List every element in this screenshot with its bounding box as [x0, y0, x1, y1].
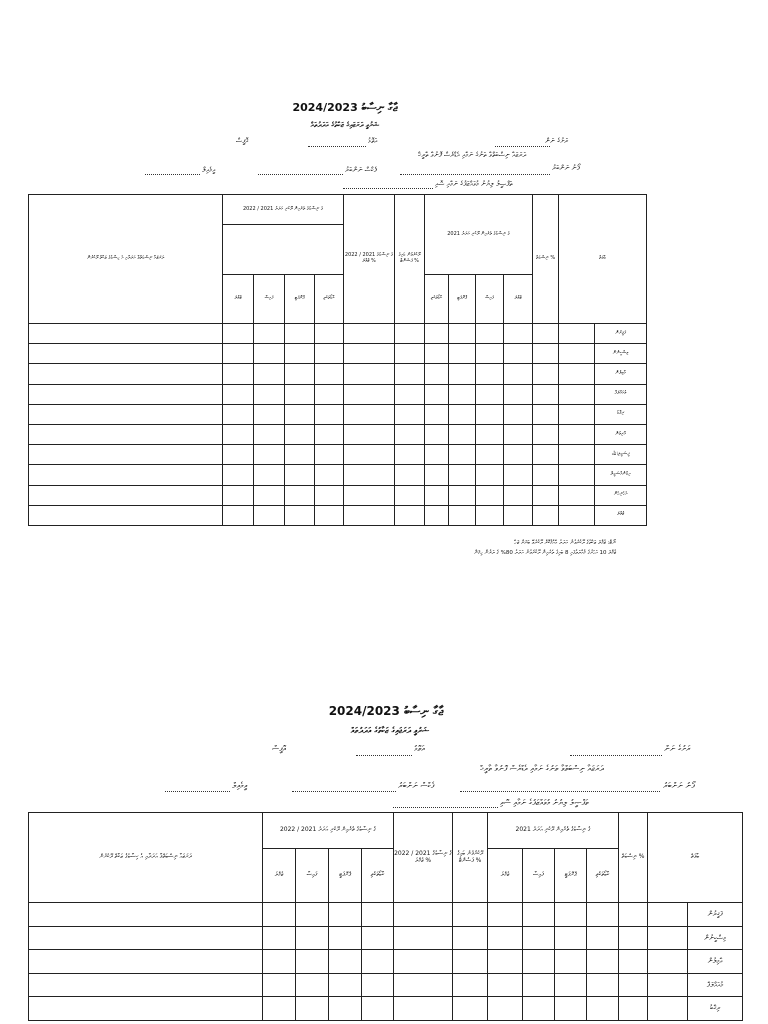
table-cell[interactable]: [453, 973, 488, 997]
table-cell[interactable]: [223, 505, 254, 525]
table-cell[interactable]: [285, 445, 315, 465]
table-cell[interactable]: [449, 445, 476, 465]
island-input[interactable]: [495, 146, 550, 147]
table-cell[interactable]: [315, 324, 344, 344]
table-cell[interactable]: [504, 505, 533, 525]
table-cell[interactable]: [254, 384, 285, 404]
sub-cash-b-2: ފައިސާ: [523, 849, 555, 903]
table-cell[interactable]: [263, 973, 296, 997]
table-cell[interactable]: [254, 465, 285, 485]
table-cell[interactable]: [344, 465, 395, 485]
officer-label: ތަފްޞީލު ލިޔުނު މުވައްޒަފުގެ ނަމާއި ސޮއި: [435, 180, 513, 188]
table-cell[interactable]: [449, 384, 476, 404]
group-a-header: 2022 / 2021 ގެ ނިސާބުގެ ތެރެއިން ދޫކުރި އަދަދު: [223, 195, 344, 225]
table-cell[interactable]: [296, 903, 329, 927]
table-cell[interactable]: [559, 445, 595, 465]
table-cell[interactable]: [285, 364, 315, 384]
note-2: ޖުމްލަ 10 އަހަރުގެ މުއްދަތުގައި 8 ބައިގެ ތެރެއިން ދޫކުރެވުނު އަދަދު 80% ގެ ދަށުން ހިމަނާ: [474, 550, 616, 556]
table-cell[interactable]: [395, 404, 425, 424]
pct-header-2: ދޫކުރެވުނު ބައިގެ ޕަސެންޓް %: [453, 813, 488, 903]
table-cell[interactable]: [559, 485, 595, 505]
table-cell[interactable]: [395, 364, 425, 384]
table-cell[interactable]: [362, 997, 394, 1021]
table-cell[interactable]: [362, 903, 394, 927]
table-cell[interactable]: [523, 973, 555, 997]
table-cell[interactable]: [425, 445, 449, 465]
table-cell[interactable]: [29, 424, 223, 444]
phone-label: ފޯނު ނަންބަރު: [552, 164, 580, 172]
table-cell[interactable]: [587, 973, 619, 997]
table-cell[interactable]: [285, 424, 315, 444]
officer-label-2: ތަފްޞީލު ލިޔުނު މުވައްޒަފުގެ ނަމާއި ސޮއި: [500, 798, 589, 807]
table-cell[interactable]: [449, 364, 476, 384]
table-row: [29, 926, 743, 950]
table-cell[interactable]: [476, 384, 504, 404]
table-cell[interactable]: [476, 404, 504, 424]
table-cell[interactable]: [533, 485, 559, 505]
table-cell[interactable]: [344, 364, 395, 384]
table-cell[interactable]: [523, 926, 555, 950]
row-label: ފަޤީރުން: [595, 324, 647, 344]
pct-header: ދޫކުރެވުނު ބައިގެ ޕަސެންޓް %: [395, 195, 425, 324]
table-cell[interactable]: [315, 404, 344, 424]
table-cell[interactable]: [315, 485, 344, 505]
table-cell[interactable]: [395, 384, 425, 404]
table-cell[interactable]: [425, 485, 449, 505]
table-cell[interactable]: [523, 997, 555, 1021]
table-cell[interactable]: [29, 344, 223, 364]
table-cell[interactable]: [476, 364, 504, 384]
table-cell[interactable]: [476, 324, 504, 344]
table-cell[interactable]: [476, 465, 504, 485]
table-cell[interactable]: [329, 973, 362, 997]
table-cell[interactable]: [425, 344, 449, 364]
table-cell[interactable]: [29, 950, 263, 974]
table-cell[interactable]: [296, 950, 329, 974]
sub-property-b: ޕްރޮޕަޓީ: [449, 275, 476, 324]
table-cell[interactable]: [394, 926, 453, 950]
distribution-table-2: [28, 812, 743, 1021]
table-cell[interactable]: [559, 364, 595, 384]
phone-input-2[interactable]: [460, 791, 660, 792]
table-cell[interactable]: [285, 324, 315, 344]
table-row: [29, 404, 647, 424]
table-cell[interactable]: [425, 324, 449, 344]
table-cell[interactable]: [523, 903, 555, 927]
table-cell[interactable]: [488, 997, 523, 1021]
table-cell[interactable]: [394, 950, 453, 974]
table-cell[interactable]: [395, 344, 425, 364]
table-cell[interactable]: [263, 950, 296, 974]
table-cell[interactable]: [488, 903, 523, 927]
type-header: ބާވަތް: [559, 195, 647, 324]
table-cell[interactable]: [395, 505, 425, 525]
table-cell[interactable]: [395, 424, 425, 444]
atoll-input[interactable]: [308, 146, 366, 147]
atoll-label: އަތޮޅު: [368, 137, 378, 145]
table-cell[interactable]: [254, 485, 285, 505]
table-cell[interactable]: [449, 465, 476, 485]
table-cell[interactable]: [648, 903, 688, 927]
table-cell[interactable]: [29, 485, 223, 505]
table-cell[interactable]: [296, 973, 329, 997]
atoll-label-2: އަތޮޅު: [414, 744, 425, 753]
email-input[interactable]: [145, 174, 200, 175]
table-cell[interactable]: [559, 404, 595, 424]
fax-input[interactable]: [258, 174, 343, 175]
table-cell[interactable]: [533, 404, 559, 424]
table-cell[interactable]: [223, 465, 254, 485]
table-cell[interactable]: [559, 424, 595, 444]
row-label: ޢާމިލުން: [595, 364, 647, 384]
table-cell[interactable]: [619, 903, 648, 927]
desc-header: ދަރަޖައާ ނިސްބަތްވާ އަދަދާއި އެ ހިސާބުގެ ޒަކާތް ދޫކުރުން: [29, 195, 223, 324]
table-cell[interactable]: [263, 903, 296, 927]
row-label: މިސްކީނުން: [595, 344, 647, 364]
table-cell[interactable]: [29, 926, 263, 950]
table-cell[interactable]: [555, 926, 587, 950]
sub-total-a-2: ޖުމްލަ: [263, 849, 296, 903]
table-cell[interactable]: [315, 445, 344, 465]
table-cell[interactable]: [648, 973, 688, 997]
table-cell[interactable]: [315, 424, 344, 444]
table-cell[interactable]: [555, 950, 587, 974]
table-row: [29, 997, 743, 1021]
office-label: އޮފީސް: [236, 137, 249, 145]
office-label-2: އޮފީސް: [272, 744, 286, 753]
table-cell[interactable]: [453, 950, 488, 974]
table-cell[interactable]: [329, 903, 362, 927]
table-cell[interactable]: [285, 485, 315, 505]
table-cell[interactable]: [223, 445, 254, 465]
table-cell[interactable]: [285, 465, 315, 485]
table-cell[interactable]: [344, 505, 395, 525]
table-cell[interactable]: [533, 445, 559, 465]
island-input-2[interactable]: [570, 755, 662, 756]
table-cell[interactable]: [254, 364, 285, 384]
table-cell[interactable]: [315, 465, 344, 485]
form-title-2: 2024/2023 ޖާގާ ނިސާބު: [328, 704, 444, 718]
table-cell[interactable]: [476, 344, 504, 364]
table-cell[interactable]: [425, 384, 449, 404]
table-cell[interactable]: [223, 485, 254, 505]
table-cell[interactable]: [29, 384, 223, 404]
table-cell[interactable]: [395, 445, 425, 465]
table-cell[interactable]: [223, 384, 254, 404]
table-cell[interactable]: [559, 344, 595, 364]
table-cell[interactable]: [619, 997, 648, 1021]
table-cell[interactable]: [394, 997, 453, 1021]
sub-food-b: ކާބޯތަކެތި: [425, 275, 449, 324]
table-cell[interactable]: [504, 364, 533, 384]
form-subtitle: ޝަރުޢީ ދަރަޖައިގެ ޒަކާތުގެ އަދަދުތައް: [310, 121, 380, 129]
row-label: މުއައްލަފާ: [595, 384, 647, 404]
row-label: މުއައްލަފާ: [688, 973, 743, 997]
email-label-2: އީމެއިލް: [232, 781, 248, 790]
table-cell[interactable]: [504, 344, 533, 364]
group-b-header: 2021 ގެ ނިސާބުގެ ތެރެއިން ދޫކުރި އަދަދު: [425, 195, 533, 275]
desc-header-2: ދަރަޖައާ ނިސްބަތްވާ އަދަދާއި އެ ހިސާބުގެ ޒަކާތް ދޫކުރުން: [29, 813, 263, 903]
table-cell[interactable]: [344, 344, 395, 364]
table-cell[interactable]: [488, 950, 523, 974]
table-cell[interactable]: [29, 465, 223, 485]
table-cell[interactable]: [555, 903, 587, 927]
institution-label-2: ދަރަޖައާ ނިސްބަތްވާ ތަނުގެ ނަމާއި އެޑްރެސް ފޮނުވާ ތާރީޚް: [480, 764, 604, 773]
officer-input-2[interactable]: [393, 807, 498, 808]
table-cell[interactable]: [29, 404, 223, 424]
table-cell[interactable]: [315, 384, 344, 404]
table-row: [29, 344, 647, 364]
table-cell[interactable]: [587, 926, 619, 950]
sum-a-header-2: 2022 / 2021 ގެ ނިސާބުގެ ޖުމްލަ %: [394, 813, 453, 903]
table-cell[interactable]: [449, 424, 476, 444]
table-cell[interactable]: [587, 997, 619, 1021]
table-cell[interactable]: [555, 973, 587, 997]
phone-input[interactable]: [400, 174, 550, 175]
table-cell[interactable]: [533, 505, 559, 525]
table-cell[interactable]: [504, 384, 533, 404]
table-cell[interactable]: [559, 465, 595, 485]
sub-cash-b: ފައިސާ: [476, 275, 504, 324]
table-cell[interactable]: [223, 424, 254, 444]
table-cell[interactable]: [587, 903, 619, 927]
table-cell[interactable]: [395, 465, 425, 485]
table-cell[interactable]: [425, 404, 449, 424]
table-cell[interactable]: [648, 997, 688, 1021]
table-row: [29, 384, 647, 404]
table-cell[interactable]: [488, 973, 523, 997]
form-subtitle-2: ޝަރުޢީ ދަރަޖައިގެ ޒަކާތުގެ އަދަދުތައް: [350, 726, 430, 735]
table-cell[interactable]: [344, 384, 395, 404]
table-cell[interactable]: [29, 973, 263, 997]
table-cell[interactable]: [559, 384, 595, 404]
fax-input-2[interactable]: [292, 791, 396, 792]
table-cell[interactable]: [29, 903, 263, 927]
table-row: [29, 903, 743, 927]
table-row: [29, 505, 647, 525]
table-cell[interactable]: [488, 926, 523, 950]
table-cell[interactable]: [523, 950, 555, 974]
row-label: ރިޤާބު: [688, 997, 743, 1021]
table-cell[interactable]: [476, 505, 504, 525]
sub-property-a-2: ޕްރޮޕަޓީ: [329, 849, 362, 903]
table-row: [29, 445, 647, 465]
table-cell[interactable]: [449, 505, 476, 525]
table-cell[interactable]: [29, 997, 263, 1021]
table-cell[interactable]: [254, 344, 285, 364]
table-cell[interactable]: [648, 926, 688, 950]
table-row: [29, 424, 647, 444]
table-row: [29, 950, 743, 974]
sub-property-a: ޕްރޮޕަޓީ: [285, 275, 315, 324]
table-row: [29, 465, 647, 485]
sub-food-b-2: ކާބޯތަކެތި: [587, 849, 619, 903]
row-label: ފީސަބީލިﷲ: [595, 445, 647, 465]
table-cell[interactable]: [425, 505, 449, 525]
sub-food-a: ކާބޯތަކެތި: [315, 275, 344, 324]
form-title: 2024/2023 ޖާގާ ނިސާބު: [292, 101, 398, 114]
table-cell[interactable]: [329, 926, 362, 950]
table-row: [29, 485, 647, 505]
table-cell[interactable]: [555, 997, 587, 1021]
table-cell[interactable]: [533, 384, 559, 404]
table-cell[interactable]: [587, 950, 619, 974]
table-cell[interactable]: [619, 973, 648, 997]
fax-label-2: ފެކްސް ނަންބަރު: [398, 781, 435, 790]
table-cell[interactable]: [504, 404, 533, 424]
sub-cash-a-2: ފައިސާ: [296, 849, 329, 903]
table-cell[interactable]: [315, 364, 344, 384]
table-cell[interactable]: [453, 997, 488, 1021]
table-cell[interactable]: [449, 485, 476, 505]
table-cell[interactable]: [29, 505, 223, 525]
table-cell[interactable]: [329, 950, 362, 974]
sub-food-a-2: ކާބޯތަކެތި: [362, 849, 394, 903]
table-cell[interactable]: [285, 404, 315, 424]
table-cell[interactable]: [285, 344, 315, 364]
row-label: ޖުމްލަ: [595, 505, 647, 525]
table-cell[interactable]: [394, 903, 453, 927]
table-cell[interactable]: [425, 465, 449, 485]
table-cell[interactable]: [619, 926, 648, 950]
table-cell[interactable]: [344, 424, 395, 444]
phone-label-2: ފޯނު ނަންބަރު: [663, 781, 695, 790]
table-cell[interactable]: [285, 384, 315, 404]
row-label: ފަޤީރުން: [688, 903, 743, 927]
group-a-header-2: 2022 / 2021 ގެ ނިސާބުގެ ތެރެއިން ދޫކުރި އަދަދު: [263, 813, 394, 849]
table-cell[interactable]: [223, 344, 254, 364]
table-cell[interactable]: [476, 445, 504, 465]
type-header-2: ބާވަތް: [648, 813, 743, 903]
table-cell[interactable]: [476, 424, 504, 444]
email-input-2[interactable]: [165, 791, 230, 792]
table-cell[interactable]: [425, 424, 449, 444]
row-label: ޣާރިމުން: [595, 424, 647, 444]
table-cell[interactable]: [296, 926, 329, 950]
table-cell[interactable]: [254, 505, 285, 525]
table-cell[interactable]: [254, 324, 285, 344]
table-cell[interactable]: [476, 485, 504, 505]
table-cell[interactable]: [362, 926, 394, 950]
island-label: ރަށުގެ ނަން: [545, 137, 569, 145]
table-cell[interactable]: [362, 973, 394, 997]
distribution-table: [28, 194, 647, 526]
table-cell[interactable]: [395, 324, 425, 344]
table-row: [29, 973, 743, 997]
table-cell[interactable]: [504, 445, 533, 465]
sub-property-b-2: ޕްރޮޕަޓީ: [555, 849, 587, 903]
sub-total-b: ޖުމްލަ: [504, 275, 533, 324]
sub-cash-a: ފައިސާ: [254, 275, 285, 324]
table-cell[interactable]: [533, 424, 559, 444]
table-cell[interactable]: [29, 445, 223, 465]
row-label: ޢާމިލުން: [688, 950, 743, 974]
table-cell[interactable]: [29, 324, 223, 344]
table-cell[interactable]: [254, 445, 285, 465]
officer-input[interactable]: [343, 188, 433, 189]
email-label: އީމެއިލް: [202, 166, 216, 174]
island-label-2: ރަށުގެ ނަން: [664, 744, 691, 753]
table-cell[interactable]: [254, 404, 285, 424]
table-cell[interactable]: [395, 485, 425, 505]
table-cell[interactable]: [344, 445, 395, 465]
table-cell[interactable]: [29, 364, 223, 384]
table-row: [29, 364, 647, 384]
table-cell[interactable]: [453, 903, 488, 927]
table-cell[interactable]: [619, 950, 648, 974]
table-cell[interactable]: [263, 926, 296, 950]
table-cell[interactable]: [315, 344, 344, 364]
row-label: އިބްނުއްސަބީލް: [595, 465, 647, 485]
institution-label: ދަރަޖައާ ނިސްބަތްވާ ތަނުގެ ނަމާއި އެޑްރެސް ފޮނުވާ ތާރީޚް: [418, 151, 527, 159]
table-cell[interactable]: [329, 997, 362, 1021]
table-cell[interactable]: [533, 465, 559, 485]
table-cell[interactable]: [223, 364, 254, 384]
table-cell[interactable]: [504, 465, 533, 485]
table-cell[interactable]: [559, 505, 595, 525]
table-cell[interactable]: [394, 973, 453, 997]
table-cell[interactable]: [285, 505, 315, 525]
table-cell[interactable]: [504, 424, 533, 444]
table-row: [29, 324, 647, 344]
atoll-input-2[interactable]: [356, 755, 412, 756]
fax-label: ފެކްސް ނަންބަރު: [345, 166, 377, 174]
table-cell[interactable]: [449, 404, 476, 424]
table-cell[interactable]: [533, 364, 559, 384]
table-cell[interactable]: [254, 424, 285, 444]
table-cell[interactable]: [296, 997, 329, 1021]
table-cell[interactable]: [362, 950, 394, 974]
row-label: މިސްކީނުން: [688, 926, 743, 950]
table-cell[interactable]: [263, 997, 296, 1021]
table-cell[interactable]: [533, 344, 559, 364]
table-cell[interactable]: [223, 404, 254, 424]
table-cell[interactable]: [559, 324, 595, 344]
table-cell[interactable]: [648, 950, 688, 974]
table-cell[interactable]: [453, 926, 488, 950]
row-label: ރިޤާބު: [595, 404, 647, 424]
table-cell[interactable]: [504, 485, 533, 505]
table-cell[interactable]: [449, 344, 476, 364]
note-1: ނޯޓް: ޖުމްލަ ޒަކާތުގެ ދޫކުރެވުނު އަދަދު ޢާއްމުކޮށް ދޫކުރެވޭ ބަޔަށް ޖަހާ: [514, 540, 616, 546]
ratio-header-2: ނިސްބަތް %: [619, 813, 648, 903]
table-cell[interactable]: [504, 324, 533, 344]
group-b-header-2: 2021 ގެ ނިސާބުގެ ތެރެއިން ދޫކުރި އަދަދު: [488, 813, 619, 849]
table-cell[interactable]: [533, 324, 559, 344]
table-cell[interactable]: [315, 505, 344, 525]
table-cell[interactable]: [425, 364, 449, 384]
table-cell[interactable]: [344, 324, 395, 344]
sum-a-header: 2022 / 2021 ގެ ނިސާބުގެ ޖުމްލަ %: [344, 195, 395, 324]
table-cell[interactable]: [223, 324, 254, 344]
table-cell[interactable]: [344, 404, 395, 424]
sub-total-a: ޖުމްލަ: [223, 275, 254, 324]
ratio-header: ނިސްބަތް %: [533, 195, 559, 324]
row-label: އެހެނިހެން: [595, 485, 647, 505]
sub-total-b-2: ޖުމްލަ: [488, 849, 523, 903]
table-cell[interactable]: [449, 324, 476, 344]
table-cell[interactable]: [344, 485, 395, 505]
